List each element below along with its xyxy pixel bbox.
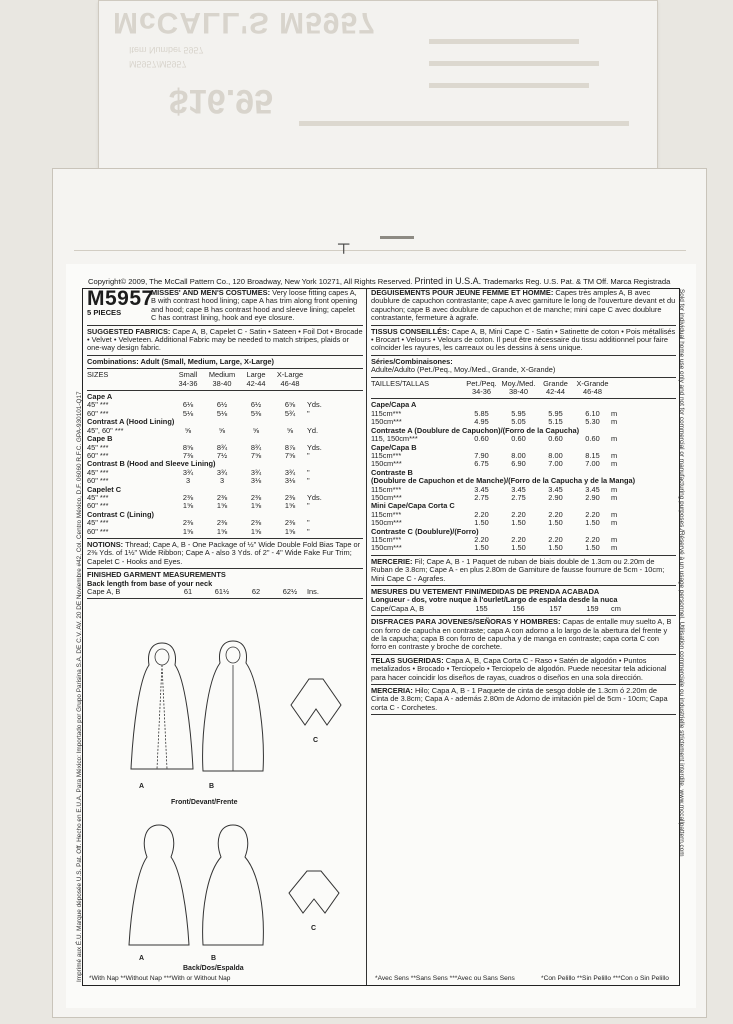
pattern-back-panel xyxy=(66,264,696,1008)
pattern-title: MISSES' AND MEN'S COSTUMES: xyxy=(151,288,271,297)
fabric-width-label: 45" *** xyxy=(87,493,109,502)
yardage-value: 2⅜ xyxy=(250,518,262,528)
fabric-width-label: 150cm*** xyxy=(371,418,402,427)
fabric-width-label: 60" *** xyxy=(87,451,109,460)
taille-range: 46-48 xyxy=(583,387,602,397)
finished-row-label: Cape A, B xyxy=(87,588,121,596)
yardage-value: ⅝ xyxy=(252,425,260,435)
finished-label: FINISHED GARMENT MEASUREMENTS xyxy=(87,570,226,580)
copyright-line xyxy=(88,276,670,286)
unit-label: m xyxy=(611,408,618,418)
unit-label: m xyxy=(611,417,618,427)
yardage-value: 2⅜ xyxy=(284,518,296,528)
fabric-width-label: 115cm*** xyxy=(371,535,402,544)
ghost-bar xyxy=(429,83,589,88)
fr-title: DEGUISEMENTS POUR JEUNE FEMME ET HOMME: xyxy=(371,288,554,297)
ghost-brand-text: McCALL'S M5957 xyxy=(113,6,376,39)
size-name: Large xyxy=(246,370,266,380)
yardage-value: 3.45 xyxy=(585,484,600,494)
yardage-value: 4.95 xyxy=(474,417,489,427)
merceria-text: Hilo; Capa A, B - 1 Paquete de cinta de sesgo doble de 1.3cm ó 2.20m de Cinta de 3.8cm; Capa A - además 2.80m de Adorno de imitación piel de 5cm - 10cm; Capa corta C - Corchetes. xyxy=(371,686,668,712)
section-label: Contrast C (Lining) xyxy=(87,509,154,519)
t-mark-symbol: ┬ xyxy=(338,236,350,253)
unit-label: Yds. xyxy=(307,492,322,502)
yardage-value: 5.05 xyxy=(511,417,526,427)
cape-a-back-drawing xyxy=(125,821,193,953)
finished-sub: Back length from base of your neck xyxy=(87,578,213,588)
yardage-value: 6½ xyxy=(250,400,262,410)
finished-value: 61 xyxy=(183,587,193,596)
view-label-c: C xyxy=(313,737,319,744)
yardage-value: 1⅝ xyxy=(250,526,262,536)
yardage-value: 2.90 xyxy=(585,492,600,502)
unit-label: m xyxy=(611,459,618,469)
es-text: Capas de entalle muy suelto A, B con forro de capucha en contraste; capa A con adorno a lo largo de la abertura del frente y de la capucha; capa B con forro de capucha y de manga en contraste; capa corta C con forro en contraste y broche de corchete. xyxy=(371,617,672,652)
section-label: (Doublure de Capuchon et de Manche)/(Forro de la Capucha y de la Manga) xyxy=(371,476,636,486)
section-label: Capelet C xyxy=(87,484,122,494)
yardage-value: 8.00 xyxy=(548,450,563,460)
yardage-value: 2⅜ xyxy=(284,492,296,502)
fabric-width-label: 115cm*** xyxy=(371,409,402,418)
view-label-b: B xyxy=(209,783,215,790)
side-text-left-label: Imprimé aux É.U. Marque déposée U.S. Pat. Off. Hecho en E.U.A. Para México: Importado por Grupo Parisina S.A. DE C.V. AV. 20 DE Noviembre #42, Col. Centro México, D.F. 06060 R.F.C. GPA-930101-Q17 xyxy=(76,391,83,982)
envelope-crease xyxy=(74,250,686,251)
fabric-width-label: 115cm*** xyxy=(371,510,402,519)
yardage-value: 3.45 xyxy=(474,484,489,494)
yardage-value: 3⅛ xyxy=(284,476,296,486)
yardage-value: 2.75 xyxy=(511,492,526,502)
yardage-value: 8.00 xyxy=(511,450,526,460)
fabric-width-label: 60" *** xyxy=(87,502,109,511)
unit-label: " xyxy=(307,501,310,511)
footnote-right-2: *Con Pelillo **Sin Pelillo ***Con o Sin Pelillo xyxy=(541,975,669,982)
yardage-value: 3⅛ xyxy=(250,476,262,486)
yardage-value: 2.20 xyxy=(585,534,600,544)
english-column xyxy=(87,289,363,601)
tailles-label: TAILLES/TALLAS xyxy=(371,379,430,388)
fabric-width-label: 115, 150cm*** xyxy=(371,435,418,444)
fabric-width-label: 45" *** xyxy=(87,401,109,410)
size-name: Medium xyxy=(208,370,236,380)
yardage-value: 8¾ xyxy=(216,442,228,452)
capelet-c-front-drawing xyxy=(287,675,345,735)
yardage-value: 1.50 xyxy=(511,518,526,528)
fr-fabrics-text: Cape A, B, Mini Cape C - Satin • Satinette de coton • Pois métallisés • Brocart • Velours • Velours de coton. Il peut être nécessaire du tissu additionnel pour faire coïncider les rayures, les carreaux ou les dessins à sens unique. xyxy=(371,326,676,353)
es-fabrics-label: TELAS SUGERIDAS: xyxy=(371,655,444,665)
unit-label: m xyxy=(611,484,618,494)
capelet-c-back-drawing xyxy=(285,867,343,923)
yardage-value: 2.20 xyxy=(474,509,489,519)
yardage-value: 1⅝ xyxy=(284,526,296,536)
yardage-table-metric xyxy=(371,401,676,552)
yardage-value: 5.95 xyxy=(548,408,563,418)
mesures-row-label: Cape/Capa A, B xyxy=(371,604,425,613)
mesures-value: 159 xyxy=(586,603,599,613)
yardage-value: 7⅝ xyxy=(250,450,262,460)
pattern-description: Very loose fitting capes A, B with contrast hood lining; cape A has trim along front opening and hood; cape B has contrast hood and sleeve lining; capelet C has contrast lining, hook and eye closure. xyxy=(151,288,358,323)
yardage-value: 7⅜ xyxy=(182,450,194,460)
fabric-width-label: 150cm*** xyxy=(371,493,402,502)
taille-name: Grande xyxy=(543,378,568,388)
unit-label: m xyxy=(611,518,618,528)
finished-value: 61½ xyxy=(214,587,230,596)
fr-series: Séries/Combinaisones: xyxy=(371,356,453,366)
size-range: 34-36 xyxy=(178,378,198,388)
finished-unit: Ins. xyxy=(307,587,319,596)
unit-label: Yds. xyxy=(307,442,322,452)
unit-label: m xyxy=(611,509,618,519)
view-label-c: C xyxy=(311,925,317,932)
section-label: Cape B xyxy=(87,434,113,444)
mesures-sub: Longueur - dos, votre nuque à l'ourlet/Largo de espalda desde la nuca xyxy=(371,595,618,605)
footnote-left: *With Nap **Without Nap ***With or Without Nap xyxy=(89,975,231,982)
fabric-width-label: 115cm*** xyxy=(371,451,402,460)
yardage-value: 1⅝ xyxy=(216,501,228,511)
yardage-value: 7.00 xyxy=(585,459,600,469)
yardage-value: 3¾ xyxy=(250,467,262,477)
yardage-value: 1.50 xyxy=(585,518,600,528)
yardage-value: ⅝ xyxy=(184,425,192,435)
unit-label: m xyxy=(611,434,618,444)
section-label: Contrast A (Hood Lining) xyxy=(87,417,175,427)
printed-in: Printed in U.S.A. xyxy=(414,276,482,286)
mercerie-label: MERCERIE: xyxy=(371,556,413,566)
yardage-value: 2⅜ xyxy=(216,518,228,528)
yardage-value: 5.15 xyxy=(548,417,563,427)
cape-b-back-drawing xyxy=(197,821,269,953)
fabric-width-label: 45" *** xyxy=(87,443,109,452)
yardage-value: 2⅜ xyxy=(182,492,194,502)
mesures-value: 156 xyxy=(512,603,525,613)
side-text-right-label: Sold for individual home use only and not for commercial or manufacturing purposes./Réservé à un usage personnel. Utilisation commerciale ou industrielle strictement interdite. www.mccallpattern.com xyxy=(678,289,685,857)
yardage-value: 5.85 xyxy=(474,408,489,418)
size-range: 42-44 xyxy=(246,378,266,388)
yardage-value: 2.75 xyxy=(474,492,489,502)
yardage-value: 6.10 xyxy=(585,408,600,418)
taille-range: 34-36 xyxy=(472,387,491,397)
taille-name: Pet./Peq. xyxy=(466,378,497,388)
yardage-table-english xyxy=(87,393,363,536)
yardage-value: 2.20 xyxy=(548,534,563,544)
yardage-value: 2.20 xyxy=(511,534,526,544)
fr-size-ranges-row xyxy=(371,388,676,396)
merceria-label: MERCERIA: xyxy=(371,686,413,696)
section-label: Cape/Capa B xyxy=(371,442,417,452)
yardage-value: 8¾ xyxy=(250,442,262,452)
yardage-value: 3 xyxy=(185,476,191,486)
size-ranges-row xyxy=(87,380,363,388)
unit-label: Yds. xyxy=(307,400,322,410)
mesures-label: MESURES DU VETEMENT FINI/MEDIDAS DE PRENDA ACABADA xyxy=(371,587,600,596)
notions-text: Thread; Cape A, B - One Package of ½" Wide Double Fold Bias Tape or 2⅜ Yds. of 1½" Wide Ribbon; Cape A - also 3 Yds. of 2" - 4" Wide Fake Fur Trim; Capelet C - Hooks and Eyes. xyxy=(87,539,361,566)
yardage-value: 1.50 xyxy=(474,518,489,528)
yardage-value: 5.95 xyxy=(511,408,526,418)
view-label-a: A xyxy=(139,955,145,962)
size-range: 38-40 xyxy=(212,378,232,388)
yardage-value: 7½ xyxy=(216,450,228,460)
fr-fabrics-label: TISSUS CONSEILLÉS: xyxy=(371,326,450,336)
tape-strip xyxy=(380,236,414,239)
yardage-value: 7.90 xyxy=(474,450,489,460)
fabric-width-label: 60" *** xyxy=(87,527,109,536)
section-label: Contrast B (Hood and Sleeve Lining) xyxy=(87,459,216,469)
yardage-value: 1⅝ xyxy=(284,501,296,511)
mesures-row xyxy=(371,605,676,613)
yardage-value: 2.90 xyxy=(548,492,563,502)
fabric-width-label: 60" *** xyxy=(87,409,109,418)
yardage-value: 6.75 xyxy=(474,459,489,469)
size-name: Small xyxy=(178,370,198,380)
table-row xyxy=(87,477,363,485)
yardage-value: 2.20 xyxy=(548,509,563,519)
yardage-value: 5⅛ xyxy=(216,408,228,418)
yardage-value: 5¾ xyxy=(284,408,296,418)
taille-name: Moy./Med. xyxy=(501,378,536,388)
yardage-value: 2.20 xyxy=(585,509,600,519)
yardage-value: 3¾ xyxy=(216,467,228,477)
notions-label: NOTIONS: xyxy=(87,539,124,549)
table-section-heading xyxy=(87,418,363,426)
yardage-value: 3.45 xyxy=(548,484,563,494)
yardage-value: 8⅝ xyxy=(182,442,194,452)
fr-text: Capes très amples A, B avec doublure de capuchon contrastante; cape A avec garniture le long de l'ouverture devant et du capuchon; cape B avec doublure de capuchon et de manche; mini cape C avec doublure contrastante, fermeture à agrafe. xyxy=(371,288,676,323)
copyright-text: Copyright© 2009, The McCall Pattern Co., 120 Broadway, New York 10271, All Rights Reserved. xyxy=(88,277,413,286)
mesures-value: 155 xyxy=(475,603,488,613)
sizes-label: SIZES xyxy=(87,371,109,380)
yardage-value: 3 xyxy=(219,476,225,486)
yardage-value: 8.15 xyxy=(585,450,600,460)
unit-label: " xyxy=(307,476,310,486)
table-row xyxy=(371,544,676,552)
view-label-a: A xyxy=(139,783,145,790)
unit-label: m xyxy=(611,534,618,544)
yardage-value: 2⅜ xyxy=(250,492,262,502)
french-spanish-column xyxy=(371,289,676,717)
yardage-value: 7.00 xyxy=(548,459,563,469)
pattern-number: M5957 xyxy=(87,287,154,310)
yardage-value: ⅝ xyxy=(286,425,294,435)
table-row xyxy=(87,427,363,435)
finished-value: 62 xyxy=(251,587,261,596)
yardage-value: 1.50 xyxy=(474,543,489,553)
section-label: Contraste A (Doublure de Capuchon)/(Forro de la Capucha) xyxy=(371,425,580,435)
fabric-width-label: 150cm*** xyxy=(371,460,402,469)
fabric-width-label: 45" *** xyxy=(87,468,109,477)
yardage-value: 1⅝ xyxy=(182,501,194,511)
yardage-value: 5.30 xyxy=(585,417,600,427)
cape-a-front-drawing xyxy=(127,639,197,779)
trademark-text: Trademarks Reg. U.S. Pat. & TM Off. Marca Registrada xyxy=(483,277,671,286)
content-frame xyxy=(76,287,685,986)
fr-series-line: Adulte/Adulto (Pet./Peq., Moy./Med., Grande, X-Grande) xyxy=(371,365,556,375)
yardage-value: 2⅜ xyxy=(182,518,194,528)
table-row xyxy=(87,469,363,477)
fabric-width-label: 150cm*** xyxy=(371,519,402,528)
table-row xyxy=(371,435,676,443)
unit-label: " xyxy=(307,518,310,528)
section-label: Mini Cape/Capa Corta C xyxy=(371,501,455,511)
side-text-right xyxy=(678,289,695,979)
ghost-bar xyxy=(299,121,629,126)
mercerie-text: Fil; Cape A, B - 1 Paquet de ruban de biais double de 1.3cm ou 2.20m de Ruban de 3.8cm; Cape A - en plus 2.80m de Garniture de fausse fourrure de 5cm - 10cm; Mini Cape C - Agrafes. xyxy=(371,556,665,583)
yardage-value: 3¾ xyxy=(284,467,296,477)
size-range: 46-48 xyxy=(280,378,300,388)
yardage-value: 0.60 xyxy=(548,434,563,444)
es-fabrics-text: Capa A, B, Capa Corta C - Raso • Satén de algodón • Puntos metalizados • Brocado • Terciopelo • Terciopelo de algodón. Puede necesitar tela adicional para hacer coincidir los diseños de rayas, cuadros o diseños en una sola dirección. xyxy=(371,655,667,682)
taille-range: 38-40 xyxy=(509,387,528,397)
ghost-bar xyxy=(429,61,599,66)
table-row xyxy=(87,528,363,536)
table-row xyxy=(371,460,676,468)
side-text-left xyxy=(67,292,81,982)
fabric-width-label: 150cm*** xyxy=(371,544,402,553)
footnote-right: *Avec Sens **Sans Sens ***Avec ou Sans Sens xyxy=(375,975,515,982)
finished-value: 62½ xyxy=(282,587,298,596)
garment-illustrations xyxy=(87,635,363,975)
front-view-caption: Front/Devant/Frente xyxy=(171,799,238,806)
taille-range: 42-44 xyxy=(546,387,565,397)
ghost-price: $16.95 xyxy=(169,82,273,120)
taille-name: X-Grande xyxy=(576,378,609,388)
column-divider xyxy=(366,289,367,985)
fabrics-label: SUGGESTED FABRICS: xyxy=(87,326,171,336)
section-label: Cape A xyxy=(87,392,113,402)
yardage-value: 3.45 xyxy=(511,484,526,494)
yardage-value: 0.60 xyxy=(474,434,489,444)
ghost-bar xyxy=(429,39,579,44)
yardage-value: 7⅝ xyxy=(284,450,296,460)
section-label: Contraste C (Doublure)/(Forro) xyxy=(371,526,479,536)
ghost-line: Item Number 5957 xyxy=(129,45,204,55)
cape-b-front-drawing xyxy=(197,637,269,781)
unit-label: Yd. xyxy=(307,425,319,435)
es-title: DISFRACES PARA JOVENES/SEÑORAS Y HOMBRES: xyxy=(371,617,561,627)
unit-label: " xyxy=(307,467,310,477)
view-label-b: B xyxy=(211,955,217,962)
yardage-value: 1⅝ xyxy=(250,501,262,511)
yardage-value: 6⅛ xyxy=(182,400,194,410)
size-name: X-Large xyxy=(276,370,304,380)
pattern-header xyxy=(87,289,363,323)
ghost-line: M5957/M5957 xyxy=(129,59,187,69)
yardage-value: 1.50 xyxy=(548,543,563,553)
finished-row xyxy=(87,588,363,596)
combinations: Combinations: Adult (Small, Medium, Large, X-Large) xyxy=(87,356,274,366)
yardage-value: 3¾ xyxy=(182,467,194,477)
yardage-value: 8⅞ xyxy=(284,442,296,452)
yardage-value: 2.20 xyxy=(474,534,489,544)
yardage-value: 1.50 xyxy=(548,518,563,528)
back-view-caption: Back/Dos/Espalda xyxy=(183,965,244,972)
yardage-value: 2.20 xyxy=(511,509,526,519)
unit-label: " xyxy=(307,408,310,418)
yardage-value: 1.50 xyxy=(585,543,600,553)
fabric-width-label: 45", 60" *** xyxy=(87,426,124,435)
pieces-count: 5 PIECES xyxy=(87,308,122,317)
yardage-value: 2⅜ xyxy=(216,492,228,502)
yardage-value: 6⅝ xyxy=(284,400,296,410)
yardage-value: ⅝ xyxy=(218,425,226,435)
unit-label: " xyxy=(307,450,310,460)
fabrics-text: Cape A, B, Capelet C - Satin • Sateen • Foil Dot • Brocade • Velvet • Velveteen. Additional Fabric may be needed to match stripes, plaids or one-way design fabric. xyxy=(87,326,363,353)
yardage-value: 0.60 xyxy=(511,434,526,444)
unit-label: m xyxy=(611,450,618,460)
yardage-value: 6½ xyxy=(216,400,228,410)
mesures-unit: cm xyxy=(611,603,621,613)
yardage-value: 1⅝ xyxy=(182,526,194,536)
fabric-width-label: 60" *** xyxy=(87,477,109,486)
fabric-width-label: 45" *** xyxy=(87,519,109,528)
mesures-value: 157 xyxy=(549,603,562,613)
unit-label: " xyxy=(307,526,310,536)
yardage-value: 0.60 xyxy=(585,434,600,444)
unit-label: m xyxy=(611,543,618,553)
section-label: Contraste B xyxy=(371,467,413,477)
section-label: Cape/Capa A xyxy=(371,400,417,410)
unit-label: m xyxy=(611,492,618,502)
yardage-value: 1⅝ xyxy=(216,526,228,536)
yardage-value: 5⅜ xyxy=(250,408,262,418)
fabric-width-label: 115cm*** xyxy=(371,485,402,494)
yardage-value: 1.50 xyxy=(511,543,526,553)
yardage-value: 5⅛ xyxy=(182,408,194,418)
yardage-value: 6.90 xyxy=(511,459,526,469)
